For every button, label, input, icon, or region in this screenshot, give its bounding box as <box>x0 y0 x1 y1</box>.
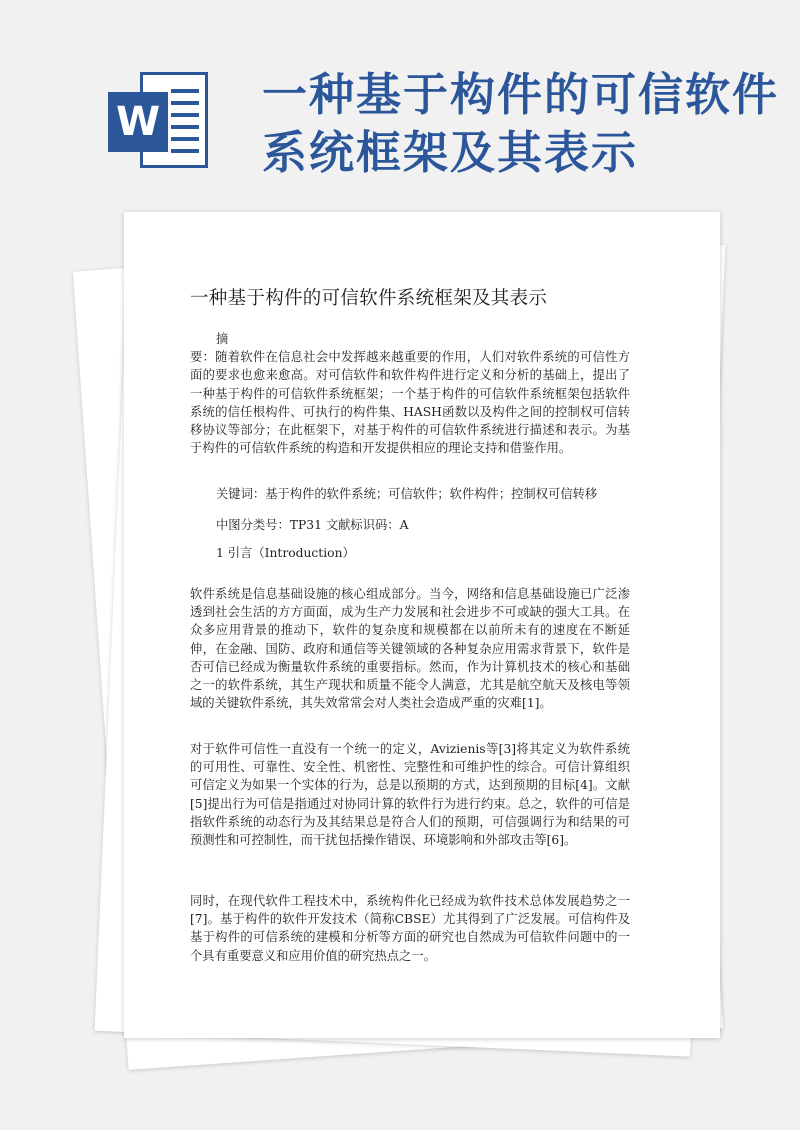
banner <box>0 0 800 230</box>
body-paragraph: 同时，在现代软件工程技术中，系统构件化已经成为软件技术总体发展趋势之一[7]。基于构件的软件开发技术（简称CBSE）尤其得到了广泛发展。可信构件及基于构件的可信系统的建模和分析等方面的研究也自然成为可信软件问题中的一个具有重要意义和应用价值的研究热点之一。 <box>190 894 630 963</box>
abstract <box>190 330 630 457</box>
abstract-lead: 摘 <box>216 332 229 346</box>
section-heading: 1 引言（Introduction） <box>216 546 355 560</box>
word-document-icon <box>108 72 208 168</box>
body-paragraph: 软件系统是信息基础设施的核心组成部分。当今，网络和信息基础设施已广泛渗透到社会生活的方方面面，成为生产力发展和社会进步不可或缺的强大工具。在众多应用背景的推动下，软件的复杂度和规模都在以前所未有的速度在不断延伸，在金融、国防、政府和通信等关键领域的各种复杂应用需求背景下，软件是否可信已经成为衡量软件系统的重要指标。然而，作为计算机技术的核心和基础之一的软件系统，其生产现状和质量不能令人满意，尤其是航空航天及核电等领域的关键软件系统，其失效常常会对人类社会造成严重的灾难[1]。 <box>190 587 630 711</box>
document-title: 一种基于构件的可信软件系统框架及其表示 <box>190 288 548 309</box>
word-badge: W <box>108 92 168 152</box>
document-page <box>124 212 720 1038</box>
keywords: 关键词：基于构件的软件系统；可信软件；软件构件；控制权可信转移 <box>216 487 598 501</box>
banner-title: 一种基于构件的可信软件系统框架及其表示 <box>262 68 780 179</box>
classification: 中图分类号：TP31 文献标识码：A <box>216 518 409 532</box>
body-paragraph: 对于软件可信性一直没有一个统一的定义，Avizienis等[3]将其定义为软件系统的可用性、可靠性、安全性、机密性、完整性和可维护性的综合。可信计算组织可信定义为如果一个实体的行为，总是以预期的方式，达到预期的目标[4]。文献[5]提出行为可信是指通过对协同计算的软件行为进行约束。总之，软件的可信是指软件系统的动态行为及其结果总是符合人们的预期，可信强调行为和结果的可预测性和可控制性，而干扰包括操作错误、环境影响和外部攻击等[6]。 <box>190 742 630 848</box>
abstract-body: 要：随着软件在信息社会中发挥越来越重要的作用，人们对软件系统的可信性方面的要求也愈来愈高。对可信软件和软件构件进行定义和分析的基础上，提出了一种基于构件的可信软件系统框架；一个基于构件的可信软件系统框架包括软件系统的信任根构件、可执行的构件集、HASH函数以及构件之间的控制权可信转移协议等部分；在此框架下，对基于构件的可信软件系统进行描述和表示。为基于构件的可信软件系统的构造和开发提供相应的理论支持和借鉴作用。 <box>190 350 630 456</box>
